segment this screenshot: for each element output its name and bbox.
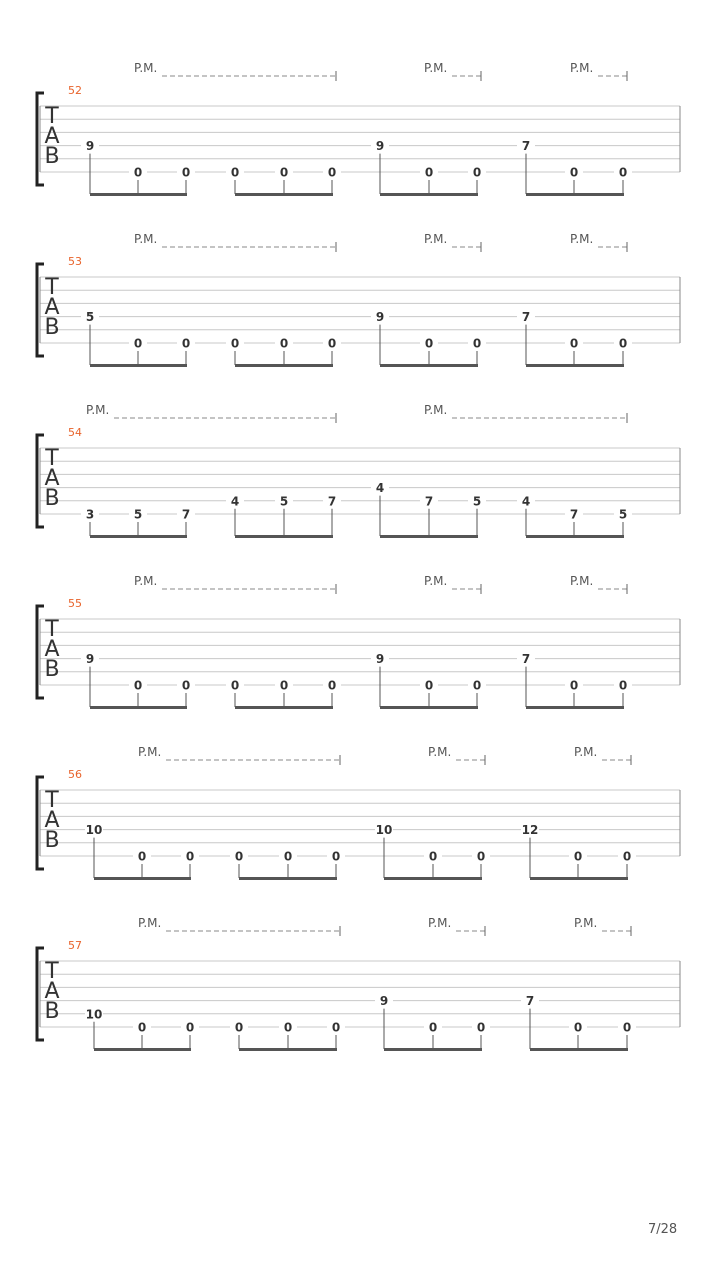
fret-number: 0 — [622, 849, 632, 864]
fret-number: 0 — [618, 678, 628, 693]
beam — [380, 364, 478, 367]
fret-number: 0 — [476, 849, 486, 864]
fret-number: 0 — [279, 165, 289, 180]
measure-number: 52 — [68, 84, 82, 97]
fret-number: 0 — [428, 849, 438, 864]
fret-number: 9 — [375, 652, 385, 667]
beam — [380, 706, 478, 709]
fret-number: 4 — [375, 481, 385, 496]
palm-mute-label: P.M. — [134, 574, 158, 588]
tab-clef-letter: A — [44, 637, 60, 662]
tab-system-52 — [37, 61, 680, 196]
fret-number: 0 — [476, 1020, 486, 1035]
tab-clef-letter: A — [44, 124, 60, 149]
beam — [235, 535, 333, 538]
tab-system-53 — [37, 232, 680, 367]
measure-number: 56 — [68, 768, 82, 781]
tab-clef-letter: T — [45, 446, 59, 471]
fret-number: 0 — [185, 1020, 195, 1035]
palm-mute-label: P.M. — [574, 745, 598, 759]
tab-clef-letter: T — [45, 275, 59, 300]
fret-number: 7 — [521, 139, 531, 154]
fret-number: 0 — [279, 678, 289, 693]
palm-mute-label: P.M. — [134, 61, 158, 75]
tab-clef-letter: A — [44, 466, 60, 491]
fret-number: 0 — [279, 336, 289, 351]
tab-system-55 — [37, 574, 680, 709]
fret-number: 9 — [85, 652, 95, 667]
fret-number: 0 — [230, 165, 240, 180]
fret-number: 5 — [279, 494, 289, 509]
fret-number: 4 — [230, 494, 240, 509]
fret-number: 0 — [327, 165, 337, 180]
palm-mute-label: P.M. — [134, 232, 158, 246]
fret-number: 3 — [85, 507, 95, 522]
tab-clef-letter: B — [44, 828, 60, 853]
fret-number: 7 — [424, 494, 434, 509]
fret-number: 0 — [137, 849, 147, 864]
fret-number: 0 — [230, 678, 240, 693]
beam — [239, 1048, 337, 1051]
tab-clef-letter: B — [44, 144, 60, 169]
tab-clef-letter: B — [44, 486, 60, 511]
palm-mute-label: P.M. — [428, 916, 452, 930]
fret-number: 5 — [472, 494, 482, 509]
tab-clef-letter: B — [44, 657, 60, 682]
fret-number: 10 — [85, 1007, 103, 1022]
tab-clef-letter: T — [45, 104, 59, 129]
fret-number: 7 — [525, 994, 535, 1009]
fret-number: 10 — [85, 823, 103, 838]
fret-number: 10 — [375, 823, 393, 838]
beam — [384, 1048, 482, 1051]
tab-system-56 — [37, 745, 680, 880]
fret-number: 0 — [472, 336, 482, 351]
fret-number: 0 — [472, 165, 482, 180]
beam — [526, 706, 624, 709]
fret-number: 4 — [521, 494, 531, 509]
fret-number: 0 — [327, 678, 337, 693]
fret-number: 0 — [622, 1020, 632, 1035]
beam — [530, 1048, 628, 1051]
fret-number: 0 — [424, 165, 434, 180]
measure-number: 55 — [68, 597, 82, 610]
palm-mute-label: P.M. — [424, 61, 448, 75]
tab-clef-letter: A — [44, 295, 60, 320]
fret-number: 0 — [569, 678, 579, 693]
fret-number: 7 — [569, 507, 579, 522]
beam — [235, 364, 333, 367]
fret-number: 0 — [569, 165, 579, 180]
fret-number: 9 — [375, 310, 385, 325]
fret-number: 5 — [618, 507, 628, 522]
fret-number: 0 — [472, 678, 482, 693]
tab-clef-letter: A — [44, 808, 60, 833]
tab-clef-letter: T — [45, 959, 59, 984]
fret-number: 9 — [379, 994, 389, 1009]
fret-number: 0 — [234, 1020, 244, 1035]
beam — [94, 877, 191, 880]
measure-number: 57 — [68, 939, 82, 952]
fret-number: 0 — [185, 849, 195, 864]
fret-number: 0 — [573, 849, 583, 864]
beam — [526, 364, 624, 367]
beam — [94, 1048, 191, 1051]
fret-number: 0 — [569, 336, 579, 351]
beam — [239, 877, 337, 880]
beam — [235, 193, 333, 196]
fret-number: 0 — [137, 1020, 147, 1035]
tab-clef-letter: B — [44, 999, 60, 1024]
fret-number: 0 — [424, 336, 434, 351]
fret-number: 0 — [573, 1020, 583, 1035]
fret-number: 5 — [85, 310, 95, 325]
tab-clef-letter: T — [45, 788, 59, 813]
fret-number: 9 — [85, 139, 95, 154]
tab-clef-letter: A — [44, 979, 60, 1004]
palm-mute-label: P.M. — [570, 61, 594, 75]
fret-number: 12 — [521, 823, 539, 838]
beam — [380, 535, 478, 538]
fret-number: 0 — [331, 1020, 341, 1035]
fret-number: 0 — [283, 1020, 293, 1035]
fret-number: 0 — [133, 165, 143, 180]
fret-number: 0 — [133, 336, 143, 351]
beam — [90, 706, 187, 709]
fret-number: 7 — [521, 310, 531, 325]
fret-number: 0 — [331, 849, 341, 864]
fret-number: 0 — [283, 849, 293, 864]
fret-number: 0 — [181, 336, 191, 351]
measure-number: 53 — [68, 255, 82, 268]
palm-mute-label: P.M. — [574, 916, 598, 930]
beam — [526, 535, 624, 538]
beam — [384, 877, 482, 880]
beam — [90, 193, 187, 196]
fret-number: 9 — [375, 139, 385, 154]
palm-mute-label: P.M. — [138, 745, 162, 759]
beam — [530, 877, 628, 880]
fret-number: 0 — [181, 678, 191, 693]
fret-number: 0 — [181, 165, 191, 180]
tab-system-57 — [37, 916, 680, 1051]
palm-mute-label: P.M. — [138, 916, 162, 930]
tab-system-54 — [37, 403, 680, 538]
palm-mute-label: P.M. — [86, 403, 110, 417]
fret-number: 5 — [133, 507, 143, 522]
beam — [90, 364, 187, 367]
palm-mute-label: P.M. — [570, 574, 594, 588]
fret-number: 0 — [428, 1020, 438, 1035]
beam — [90, 535, 187, 538]
palm-mute-label: P.M. — [428, 745, 452, 759]
fret-number: 7 — [327, 494, 337, 509]
beam — [526, 193, 624, 196]
fret-number: 0 — [234, 849, 244, 864]
fret-number: 7 — [181, 507, 191, 522]
page-number: 7/28 — [648, 1222, 678, 1237]
palm-mute-label: P.M. — [424, 574, 448, 588]
palm-mute-label: P.M. — [424, 232, 448, 246]
beam — [235, 706, 333, 709]
tab-clef-letter: T — [45, 617, 59, 642]
tab-clef-letter: B — [44, 315, 60, 340]
measure-number: 54 — [68, 426, 82, 439]
fret-number: 7 — [521, 652, 531, 667]
palm-mute-label: P.M. — [570, 232, 594, 246]
fret-number: 0 — [424, 678, 434, 693]
beam — [380, 193, 478, 196]
fret-number: 0 — [618, 165, 628, 180]
palm-mute-label: P.M. — [424, 403, 448, 417]
fret-number: 0 — [230, 336, 240, 351]
fret-number: 0 — [327, 336, 337, 351]
fret-number: 0 — [618, 336, 628, 351]
fret-number: 0 — [133, 678, 143, 693]
